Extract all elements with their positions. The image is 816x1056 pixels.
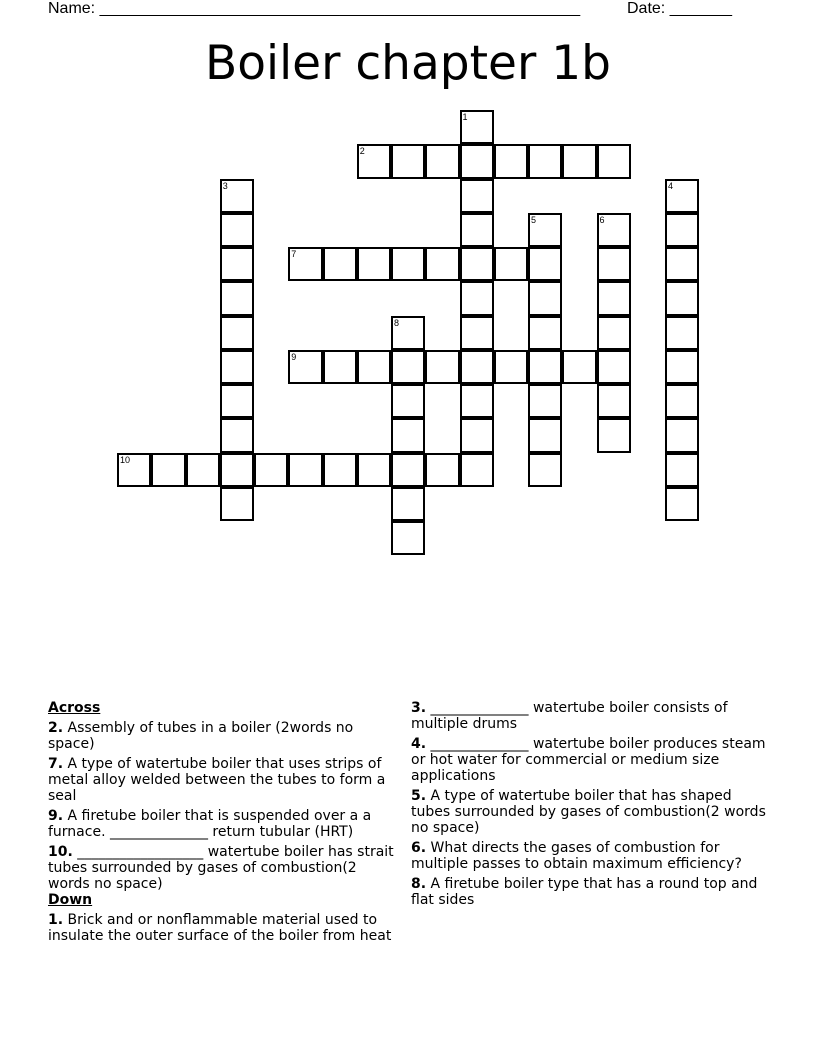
crossword-cell[interactable] [220,213,254,247]
crossword-cell[interactable] [665,453,699,487]
crossword-cell[interactable] [186,453,220,487]
crossword-cell[interactable] [357,144,391,178]
clue-number: 9 [291,351,297,362]
crossword-cell[interactable] [288,453,322,487]
crossword-cell[interactable] [460,179,494,213]
down-clue-list-right [411,700,771,908]
clue-number: 10 [120,454,131,465]
crossword-cell[interactable] [220,487,254,521]
clue-number-label: 4. [411,736,427,752]
crossword-cell[interactable] [460,350,494,384]
crossword-cell[interactable] [494,144,528,178]
crossword-cell[interactable] [391,453,425,487]
crossword-cell[interactable] [391,144,425,178]
clue-number-label: 6. [411,840,427,856]
crossword-cell[interactable] [528,316,562,350]
clue-number: 4 [668,180,674,191]
crossword-cell[interactable] [117,453,151,487]
across-clue-list [48,720,398,892]
crossword-cell[interactable] [460,247,494,281]
clue-item [48,808,398,840]
crossword-cell[interactable] [597,281,631,315]
clue-number-label: 7. [48,756,64,772]
clue-text: A type of watertube boiler that uses strips of metal alloy welded between the tubes to form a seal [48,756,386,804]
clues-right-column [411,700,771,908]
crossword-cell[interactable] [357,350,391,384]
clue-item [48,912,398,944]
crossword-cell[interactable] [494,247,528,281]
clue-item [411,700,771,732]
crossword-cell[interactable] [665,316,699,350]
clue-number-label: 1. [48,912,64,928]
across-heading: Across [48,700,101,716]
crossword-cell[interactable] [254,453,288,487]
clue-number-label: 2. [48,720,64,736]
clue-number: 3 [222,180,228,191]
crossword-cell[interactable] [460,110,494,144]
crossword-cell[interactable] [425,247,459,281]
crossword-cell[interactable] [220,281,254,315]
clue-text: ______________ watertube boiler produces steam or hot water for commercial or medium size applications [411,736,766,784]
crossword-cell[interactable] [597,213,631,247]
crossword-cell[interactable] [597,316,631,350]
crossword-cell[interactable] [151,453,185,487]
crossword-cell[interactable] [357,453,391,487]
crossword-cell[interactable] [528,213,562,247]
crossword-cell[interactable] [528,247,562,281]
clue-text: Brick and or nonflammable material used to insulate the outer surface of the boiler from heat [48,912,392,944]
crossword-cell[interactable] [460,316,494,350]
crossword-cell[interactable] [528,418,562,452]
crossword-cell[interactable] [288,350,322,384]
clue-number-label: 5. [411,788,427,804]
crossword-cell[interactable] [528,281,562,315]
clue-number: 5 [531,214,537,225]
clue-text: __________________ watertube boiler has strait tubes surrounded by gases of combustion(2 words no space) [48,844,394,892]
clue-number-label: 10. [48,844,73,860]
crossword-cell[interactable] [460,453,494,487]
crossword-cell[interactable] [323,453,357,487]
crossword-cell[interactable] [460,213,494,247]
crossword-cell[interactable] [460,418,494,452]
clue-text: ______________ watertube boiler consists of multiple drums [411,700,728,732]
clue-number-label: 3. [411,700,427,716]
crossword-cell[interactable] [597,350,631,384]
crossword-cell[interactable] [391,487,425,521]
clue-item [411,840,771,872]
clue-item [48,720,398,752]
crossword-cell[interactable] [665,247,699,281]
crossword-cell[interactable] [391,384,425,418]
crossword-cell[interactable] [665,418,699,452]
clue-item [411,876,771,908]
crossword-cell[interactable] [220,316,254,350]
crossword-cell[interactable] [597,144,631,178]
crossword-cell[interactable] [391,521,425,555]
crossword-cell[interactable] [562,350,596,384]
clue-number: 7 [291,249,297,259]
page-title: Boiler chapter 1b [205,36,611,91]
clue-number: 2 [359,146,365,157]
clues-left-column [48,700,398,944]
crossword-cell[interactable] [597,418,631,452]
crossword-cell[interactable] [391,247,425,281]
date-line: Date: _______ [627,0,732,17]
crossword-cell[interactable] [562,144,596,178]
crossword-cell[interactable] [528,144,562,178]
name-line: Name: ______________________________________________________ [48,0,581,17]
crossword-cell[interactable] [323,350,357,384]
crossword-cell[interactable] [220,384,254,418]
crossword-cell[interactable] [665,350,699,384]
clue-text: What directs the gases of combustion for multiple passes to obtain maximum efficiency? [411,840,742,872]
crossword-cell[interactable] [391,350,425,384]
crossword-cell[interactable] [288,247,322,281]
clue-number-label: 9. [48,808,64,824]
crossword-cell[interactable] [494,350,528,384]
crossword-cell[interactable] [220,179,254,213]
crossword-cell[interactable] [323,247,357,281]
crossword-cell[interactable] [665,281,699,315]
crossword-cell[interactable] [220,418,254,452]
clue-number: 6 [599,214,605,225]
crossword-cell[interactable] [665,384,699,418]
crossword-cell[interactable] [597,384,631,418]
crossword-cell[interactable] [391,418,425,452]
crossword-cell[interactable] [460,384,494,418]
crossword-cell[interactable] [220,350,254,384]
crossword-cell[interactable] [425,144,459,178]
crossword-cell[interactable] [220,247,254,281]
crossword-cell[interactable] [597,247,631,281]
clue-item [48,756,398,804]
crossword-cell[interactable] [665,487,699,521]
crossword-cell[interactable] [528,453,562,487]
clue-item [48,844,398,892]
crossword-cell[interactable] [220,453,254,487]
crossword-cell[interactable] [425,453,459,487]
clue-item [411,736,771,784]
down-clue-list-left [48,912,398,944]
clue-text: A type of watertube boiler that has shaped tubes surrounded by gases of combustion(2 words no space) [411,788,766,836]
crossword-cell[interactable] [460,144,494,178]
clue-text: Assembly of tubes in a boiler (2words no space) [48,720,354,752]
clue-number: 1 [462,112,468,122]
down-heading: Down [48,892,93,908]
clue-number: 8 [394,317,400,328]
clue-item [411,788,771,836]
crossword-cell[interactable] [528,350,562,384]
clue-text: A firetube boiler that is suspended over a a furnace. ______________ return tubular (HRT) [48,808,372,840]
crossword-cell[interactable] [665,179,699,213]
crossword-cell[interactable] [528,384,562,418]
crossword-cell[interactable] [391,316,425,350]
crossword-cell[interactable] [665,213,699,247]
crossword-cell[interactable] [357,247,391,281]
crossword-cell[interactable] [425,350,459,384]
clue-number-label: 8. [411,876,427,892]
clue-text: A firetube boiler type that has a round top and flat sides [411,876,758,908]
crossword-cell[interactable] [460,281,494,315]
